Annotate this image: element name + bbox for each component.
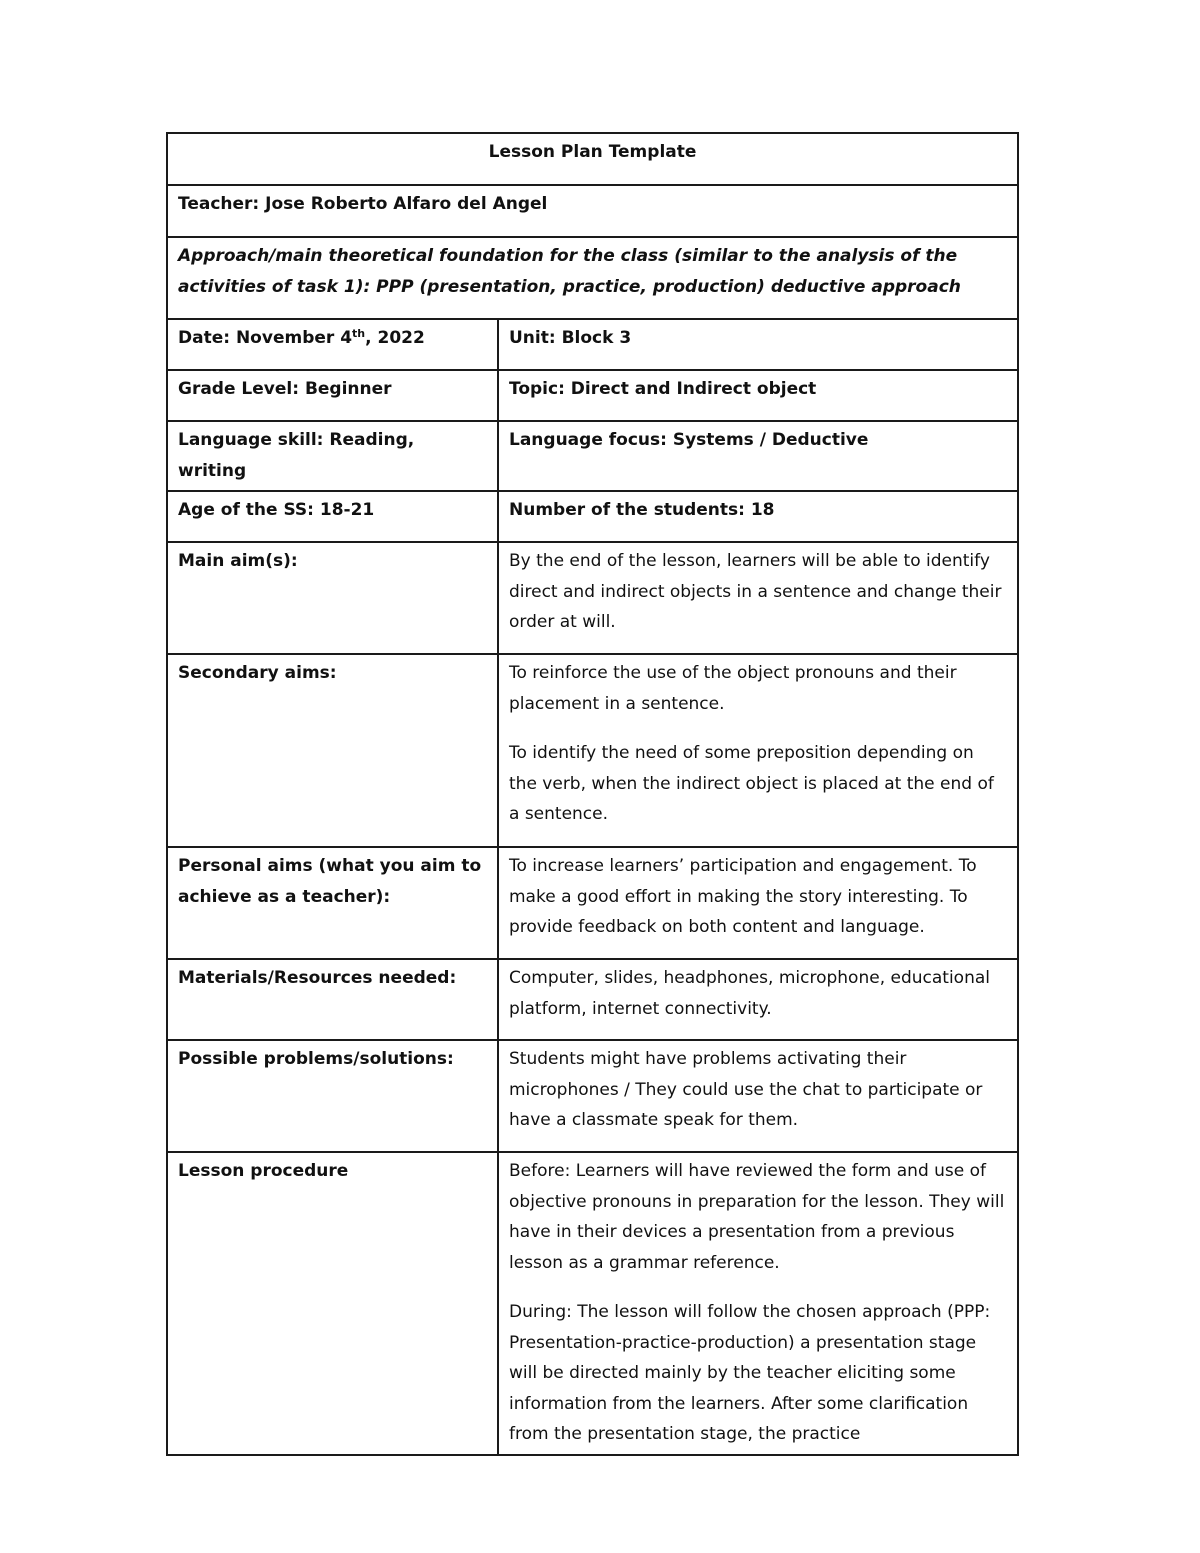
lesson-plan-table xyxy=(166,132,1019,1456)
procedure-before: Before: Learners will have reviewed the form and use of objective pronouns in preparation for the lesson. They will have in their devices a presentation from a previous lesson as a grammar reference. xyxy=(509,1161,1005,1273)
teacher-name: Teacher: Jose Roberto Alfaro del Angel xyxy=(167,185,1018,237)
problems-text: Students might have problems activating their microphones / They could use the chat to participate or have a classmate speak for them. xyxy=(498,1040,1018,1152)
teacher-row xyxy=(167,185,1018,237)
unit-cell: Unit: Block 3 xyxy=(498,319,1018,370)
title-row xyxy=(167,133,1018,185)
materials-label: Materials/Resources needed: xyxy=(167,959,498,1040)
secondary-aim-2: To identify the need of some preposition depending on the verb, when the indirect object is placed at the end of a sentence. xyxy=(509,743,994,824)
approach-row xyxy=(167,237,1018,319)
personal-aims-text: To increase learners’ participation and engagement. To make a good effort in making the story interesting. To provide feedback on both content and language. xyxy=(498,847,1018,959)
procedure-label: Lesson procedure xyxy=(167,1152,498,1455)
secondary-aims-row xyxy=(167,654,1018,847)
topic-cell: Topic: Direct and Indirect object xyxy=(498,370,1018,421)
date-year: , 2022 xyxy=(365,328,425,348)
main-aims-row xyxy=(167,542,1018,654)
procedure-row xyxy=(167,1152,1018,1455)
problems-row xyxy=(167,1040,1018,1152)
secondary-aim-1: To reinforce the use of the object pronouns and their placement in a sentence. xyxy=(509,663,957,714)
approach-text: Approach/main theoretical foundation for the class (similar to the analysis of the activities of task 1): PPP (presentation, practice, production) deductive approach xyxy=(167,237,1018,319)
main-aims-label: Main aim(s): xyxy=(167,542,498,654)
procedure-cell xyxy=(498,1152,1018,1455)
date-cell xyxy=(167,319,498,370)
personal-aims-row xyxy=(167,847,1018,959)
procedure-during: During: The lesson will follow the chosen approach (PPP: Presentation-practice-production) a presentation stage will be directed mainly by the teacher eliciting some information from the learners. After some clarification from the presentation stage, the practice xyxy=(509,1302,991,1444)
date-text: Date: November 4 xyxy=(178,328,353,348)
date-ordinal-suffix: th xyxy=(352,327,366,340)
age-cell: Age of the SS: 18-21 xyxy=(167,491,498,542)
personal-aims-label: Personal aims (what you aim to achieve as a teacher): xyxy=(167,847,498,959)
skill-focus-row xyxy=(167,421,1018,491)
grade-topic-row xyxy=(167,370,1018,421)
date-unit-row xyxy=(167,319,1018,370)
grade-level-cell: Grade Level: Beginner xyxy=(167,370,498,421)
materials-row xyxy=(167,959,1018,1040)
main-aims-text: By the end of the lesson, learners will be able to identify direct and indirect objects in a sentence and change their order at will. xyxy=(498,542,1018,654)
language-skill-cell: Language skill: Reading, writing xyxy=(167,421,498,491)
problems-label: Possible problems/solutions: xyxy=(167,1040,498,1152)
age-students-row xyxy=(167,491,1018,542)
materials-text: Computer, slides, headphones, microphone, educational platform, internet connectivity. xyxy=(498,959,1018,1040)
students-cell: Number of the students: 18 xyxy=(498,491,1018,542)
lesson-plan-title: Lesson Plan Template xyxy=(167,133,1018,185)
secondary-aims-cell xyxy=(498,654,1018,847)
language-focus-cell: Language focus: Systems / Deductive xyxy=(498,421,1018,491)
secondary-aims-label: Secondary aims: xyxy=(167,654,498,847)
